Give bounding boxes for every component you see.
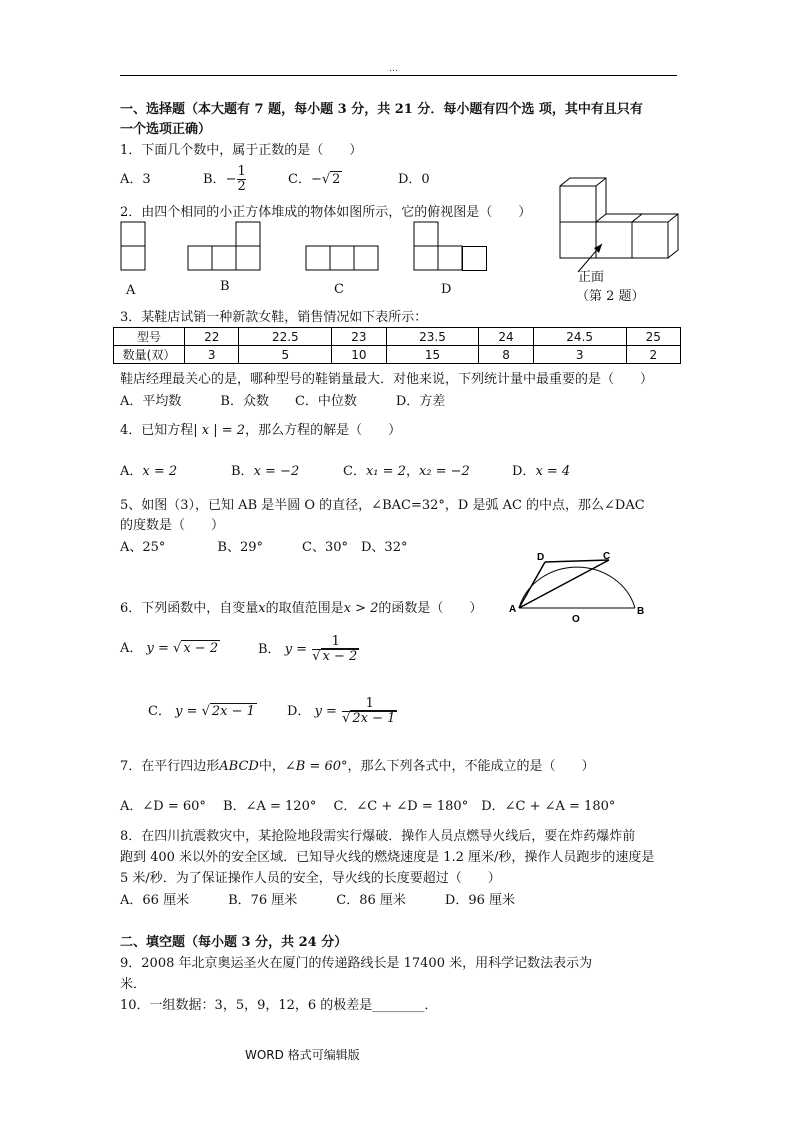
q6-stem: 6．下列函数中，自变量x的取值范围是x > 2的函数是（ ） xyxy=(120,601,483,616)
q1-option-d: D．0 xyxy=(398,172,430,187)
table-cell: 8 xyxy=(479,346,533,364)
fraction: $\frac{1}{√ x - 2}$ xyxy=(312,634,358,664)
q4-option-c: C．x₁ = 2，x₂ = −2 xyxy=(343,464,470,479)
q6-option-a: A． y = √ x − 2 xyxy=(120,641,219,656)
header-rule xyxy=(120,75,677,76)
table-row-header: 数量(双） xyxy=(114,346,185,364)
q2-option-d-figure xyxy=(414,222,462,270)
header-dots: … xyxy=(389,64,398,74)
q2-label-d: D xyxy=(441,282,452,297)
table-cell: 23.5 xyxy=(386,328,479,346)
q3-options: A．平均数 B．众数 C．中位数 D．方差 xyxy=(120,394,446,409)
q4-option-b: B．x = −2 xyxy=(231,464,300,479)
q4-option-d: D．x = 4 xyxy=(512,464,571,479)
point-o-label: O xyxy=(572,614,580,625)
q4-option-a: A．x = 2 xyxy=(120,464,178,479)
q9-line1: 9．2008 年北京奥运圣火在厦门的传递路线长是 17400 米，用科学记数法表示为 xyxy=(120,956,593,971)
q2-option-b-figure xyxy=(188,222,260,270)
table-cell: 2 xyxy=(626,346,680,364)
q1-option-a: A．3 xyxy=(120,172,151,187)
q2-label-a: A xyxy=(126,283,136,298)
q3-question: 鞋店经理最关心的是，哪种型号的鞋销量最大．对他来说，下列统计量中最重要的是（ ） xyxy=(120,372,654,387)
table-cell: 25 xyxy=(626,328,680,346)
q5-semicircle-figure xyxy=(505,548,653,626)
table-row xyxy=(114,328,681,346)
table-cell: 22 xyxy=(185,328,239,346)
q6-option-c: C． y = √ 2x − 1 xyxy=(148,704,255,719)
q6-option-b: B． y = $\frac{1}{√ x - 2}$ xyxy=(258,634,358,664)
q1-option-c: C．−√ 2 xyxy=(288,172,341,187)
q8-line1: 8．在四川抗震救灾中，某抢险地段需实行爆破．操作人员点燃导火线后，要在炸药爆炸前 xyxy=(120,829,636,844)
table-cell: 5 xyxy=(239,346,332,364)
q1-stem: 1．下面几个数中，属于正数的是（ ） xyxy=(120,143,363,158)
q8-line2: 跑到 400 米以外的安全区域．已知导火线的燃烧速度是 1.2 厘米/秒，操作人员跑步的速度是 xyxy=(120,850,655,865)
q2-label-c: C xyxy=(334,282,344,297)
q2-option-a-figure xyxy=(121,222,145,270)
q7-options: A．∠D = 60° B．∠A = 120° C．∠C + ∠D = 180° D．∠C + ∠A = 180° xyxy=(120,799,616,814)
table-cell: 15 xyxy=(386,346,479,364)
table-cell: 24.5 xyxy=(533,328,626,346)
q4-stem: 4．已知方程| x | = 2，那么方程的解是（ ） xyxy=(120,423,402,438)
q1-option-b: B．− $\frac{1}{2}$ xyxy=(203,164,246,194)
q2-top-view-options xyxy=(118,218,463,303)
footer-text: WORD 格式可编辑版 xyxy=(245,1048,360,1062)
q3-stem: 3．某鞋店试销一种新款女鞋，销售情况如下表所示： xyxy=(120,310,428,325)
q7-stem: 7．在平行四边形ABCD中，∠B = 60°，那么下列各式中，不能成立的是（ ） xyxy=(120,759,595,774)
table-row-header: 型号 xyxy=(114,328,185,346)
fraction: $\frac{1}{2}$ xyxy=(237,164,246,194)
section2-title: 二、填空题（每小题 3 分，共 24 分） xyxy=(120,935,348,950)
table-cell: 3 xyxy=(533,346,626,364)
answer-blank[interactable]: ________ xyxy=(372,998,425,1013)
q8-line3: 5 米/秒．为了保证操作人员的安全，导火线的长度要超过（ ） xyxy=(120,871,501,886)
point-a-label: A xyxy=(509,604,517,615)
q2-front-label: 正面 xyxy=(578,270,605,285)
q5-stem-cont: 的度数是（ ） xyxy=(120,518,225,533)
point-c-label: C xyxy=(603,551,611,562)
table-cell: 10 xyxy=(332,346,386,364)
q2-caption: （第 2 题） xyxy=(576,289,645,304)
point-b-label: B xyxy=(637,606,645,617)
q2-cube-figure xyxy=(556,176,682,282)
q2-stem: 2．由四个相同的小正方体堆成的物体如图所示，它的俯视图是（ ） xyxy=(120,205,532,220)
section1-title-cont: 一个选项正确） xyxy=(120,122,212,137)
q10-stem: 10．一组数据：3，5，9，12，6 的极差是________． xyxy=(120,998,438,1013)
q5-options: A、25° B、29° C、30° D、32° xyxy=(120,540,408,555)
table-cell: 23 xyxy=(332,328,386,346)
q2-label-b: B xyxy=(220,279,230,294)
point-d-label: D xyxy=(537,552,545,563)
q9-line2: 米． xyxy=(120,977,147,992)
q3-sales-table xyxy=(113,327,681,364)
table-cell: 24 xyxy=(479,328,533,346)
table-cell: 22.5 xyxy=(239,328,332,346)
q5-stem: 5、如图（3），已知 AB 是半圆 O 的直径，∠BAC=32°，D 是弧 AC 的中点，那么∠DAC xyxy=(120,498,645,513)
table-cell: 3 xyxy=(185,346,239,364)
q2-option-c-figure xyxy=(306,246,378,270)
q2-option-d-extra xyxy=(462,246,492,272)
section1-title: 一、选择题（本大题有 7 题，每小题 3 分，共 21 分．每小题有四个选 项，其中有且只有 xyxy=(120,102,643,117)
table-row xyxy=(114,346,681,364)
fraction: $\frac{1}{√ 2x - 1}$ xyxy=(342,696,396,726)
q8-options: A．66 厘米 B．76 厘米 C．86 厘米 D．96 厘米 xyxy=(120,893,516,908)
q6-option-d: D． y = $\frac{1}{√ 2x - 1}$ xyxy=(287,696,396,726)
